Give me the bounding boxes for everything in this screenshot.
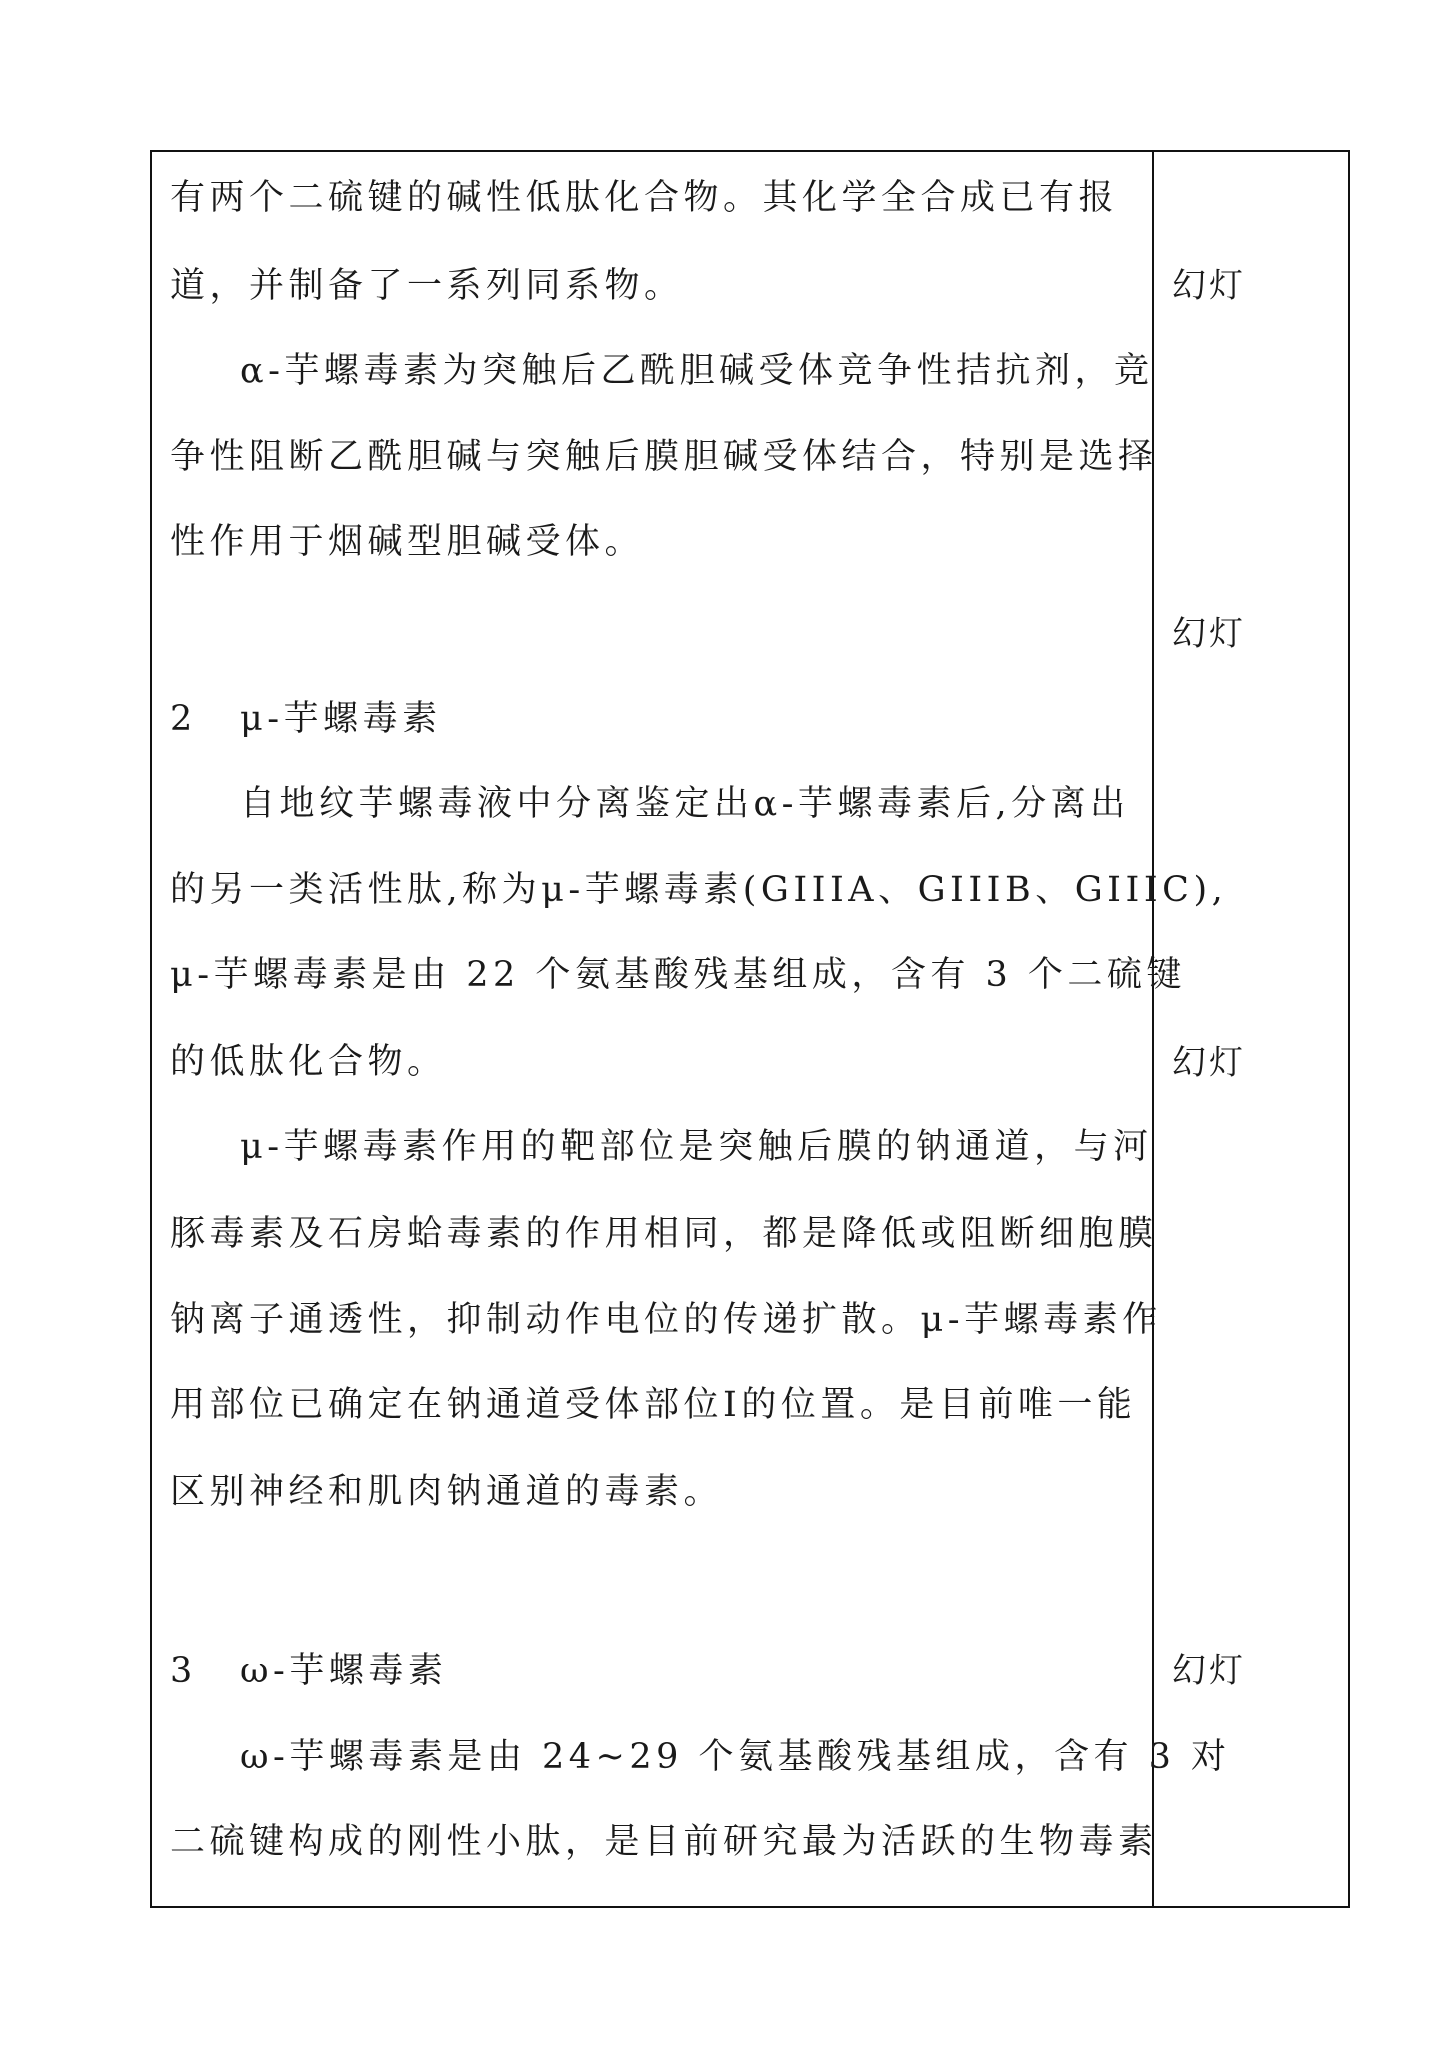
p3-line3: μ-芋螺毒素是由 22 个氨基酸残基组成，含有 3 个二硫键 <box>170 955 1186 995</box>
p1-line1: 有两个二硫键的碱性低肽化合物。其化学全合成已有报 <box>170 178 1119 218</box>
slide-note: 幻灯 <box>1172 1651 1246 1691</box>
p4-line3: 钠离子通透性，抑制动作电位的传递扩散。μ-芋螺毒素作 <box>170 1300 1162 1340</box>
section-number: 2 <box>170 699 197 739</box>
slide-note: 幻灯 <box>1172 266 1246 306</box>
p3-line1: 自地纹芋螺毒液中分离鉴定出α-芋螺毒素后,分离出 <box>240 784 1130 824</box>
p2-line3: 性作用于烟碱型胆碱受体。 <box>170 522 645 562</box>
p5-line1: ω-芋螺毒素是由 24~29 个氨基酸残基组成，含有 3 对 <box>240 1737 1231 1777</box>
section-number: 3 <box>170 1651 197 1691</box>
p4-line4: 用部位已确定在钠通道受体部位Ⅰ的位置。是目前唯一能 <box>170 1385 1137 1425</box>
p5-line2: 二硫键构成的刚性小肽，是目前研究最为活跃的生物毒素 <box>170 1822 1158 1862</box>
p4-line2: 豚毒素及石房蛤毒素的作用相同，都是降低或阻断细胞膜 <box>170 1214 1158 1254</box>
p4-line5: 区别神经和肌肉钠通道的毒素。 <box>170 1472 724 1512</box>
column-divider <box>1152 152 1154 1906</box>
lesson-table <box>150 150 1350 1908</box>
section-heading-3 <box>170 1651 447 1691</box>
p3-line4: 的低肽化合物。 <box>170 1042 447 1082</box>
p2-line1: α-芋螺毒素为突触后乙酰胆碱受体竞争性拮抗剂，竞 <box>240 351 1154 391</box>
section-title: μ-芋螺毒素 <box>240 699 442 739</box>
slide-note: 幻灯 <box>1172 614 1246 654</box>
p1-line2: 道，并制备了一系列同系物。 <box>170 266 684 306</box>
section-heading-2 <box>170 699 442 739</box>
p4-line1: μ-芋螺毒素作用的靶部位是突触后膜的钠通道，与河 <box>240 1127 1153 1167</box>
p2-line2: 争性阻断乙酰胆碱与突触后膜胆碱受体结合，特别是选择 <box>170 437 1158 477</box>
section-title: ω-芋螺毒素 <box>240 1651 448 1691</box>
slide-note: 幻灯 <box>1172 1043 1246 1083</box>
p3-line2: 的另一类活性肽,称为μ-芋螺毒素(GIIIA、GIIIB、GIIIC), <box>170 870 1228 910</box>
